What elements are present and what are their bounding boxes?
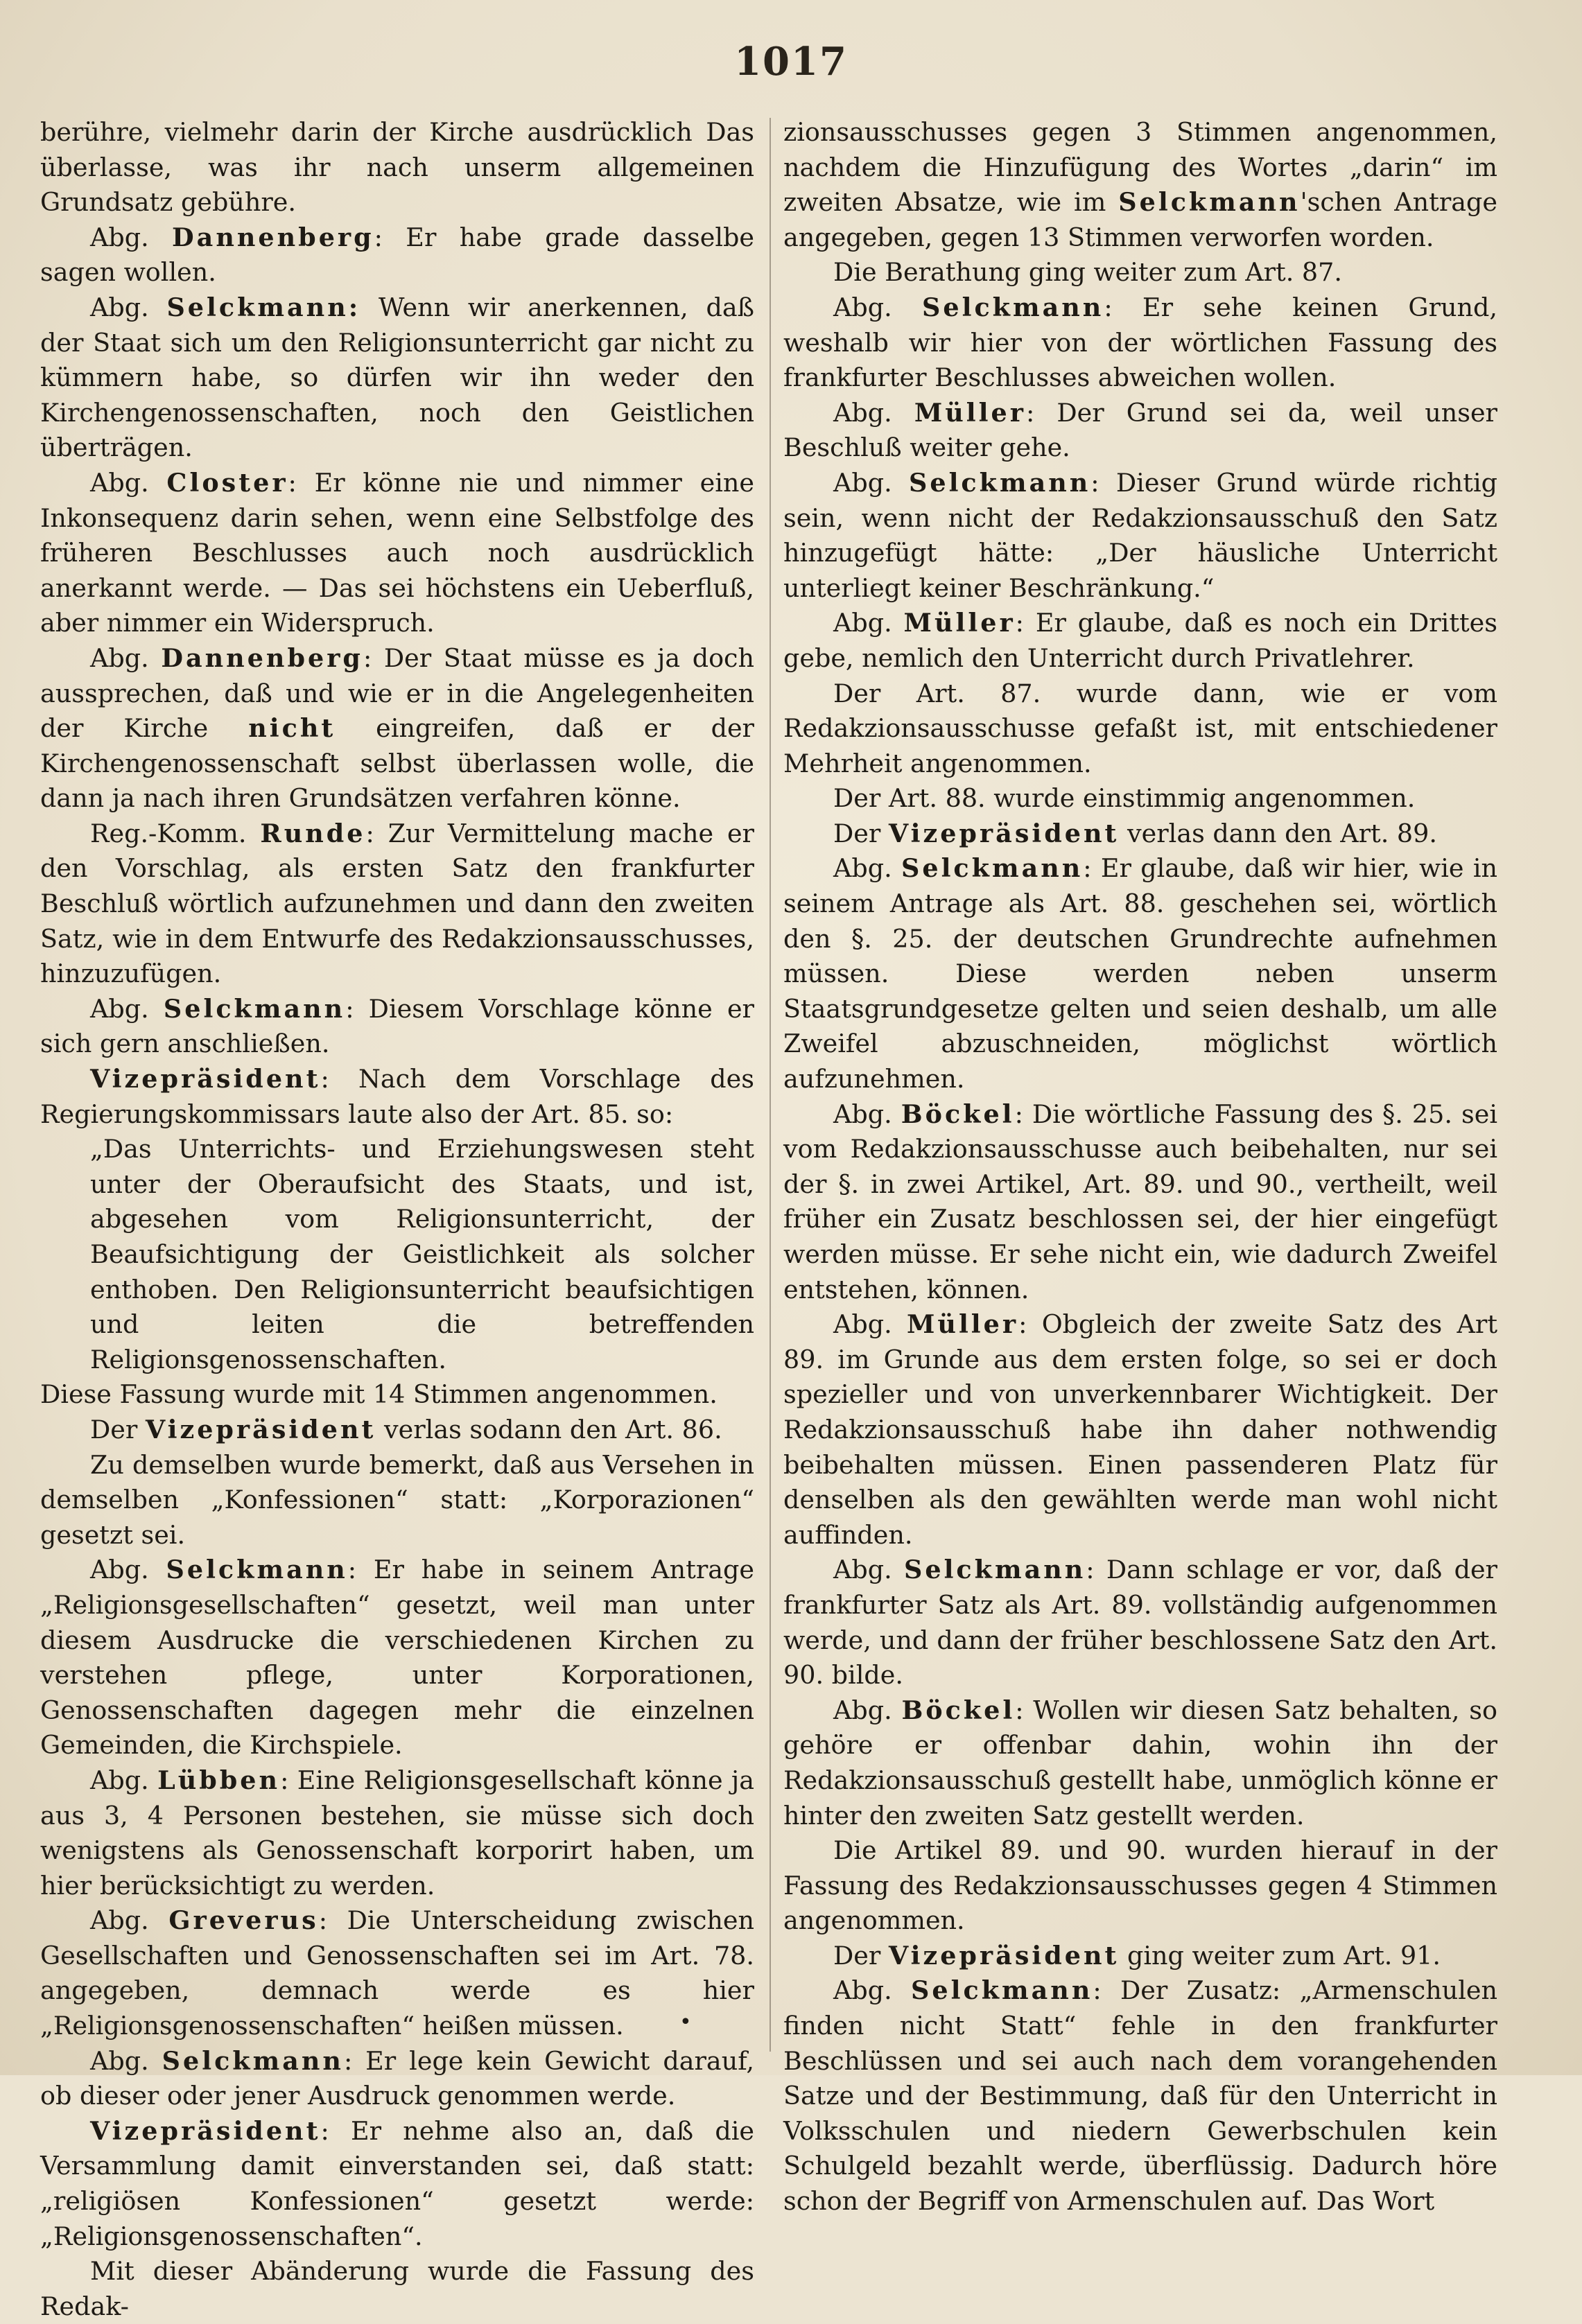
- text-run: Abg.: [90, 292, 167, 322]
- paragraph: [783, 781, 1497, 816]
- speaker-name: Müller: [907, 1309, 1019, 1340]
- text-run: Der: [833, 1940, 889, 1971]
- text-run: Abg.: [90, 1905, 169, 1936]
- text-run: Diese Fassung wurde mit 14 Stimmen angenommen.: [40, 1379, 718, 1410]
- speaker-name: Vizepräsident: [90, 1064, 321, 1094]
- text-run: : Die wörtliche Fassung des §. 25. sei vom Redakzionsausschusse auch beibehalten, nur sei der §. in zwei Artikel, Art. 89. und 90., vertheilt, weil früher ein Zusatz beschlossen sei, der hier eingefügt werden müsse. Er sehe nicht ein, wie dadurch Zweifel entstehen, können.: [783, 1099, 1498, 1304]
- text-run: : Er habe grade dasselbe sagen wollen.: [40, 222, 754, 288]
- paragraph: [40, 1448, 754, 1553]
- text-run: Abg.: [833, 397, 914, 428]
- paragraph: [783, 1939, 1497, 1974]
- text-run: : Nach dem Vorschlage des Regierungskommissars laute also der Art. 85. so:: [40, 1064, 754, 1129]
- text-run: Abg.: [833, 1099, 901, 1129]
- text-run: Der: [833, 818, 889, 848]
- speaker-name: Selckmann:: [166, 292, 361, 322]
- paragraph: [783, 466, 1497, 606]
- text-run: zionsausschusses gegen 3 Stimmen angenommen, nachdem die Hinzufügung des Wortes „darin“ im zweiten Absatze, wie im: [783, 117, 1497, 218]
- text-run: : Eine Religionsgesellschaft könne ja aus 3, 4 Personen bestehen, sie müsse sich doch wenigstens als Genossenschaft korporirt haben, um hier berücksichtigt zu werden.: [40, 1765, 754, 1901]
- speaker-name: nicht: [248, 713, 336, 744]
- speaker-name: Selckmann: [922, 292, 1104, 322]
- text-run: Die Artikel 89. und 90. wurden hierauf in der Fassung des Redakzionsausschusses gegen 4 Stimmen angenommen.: [783, 1835, 1497, 1936]
- text-run: Der: [90, 1414, 146, 1444]
- speaker-name: Runde: [260, 818, 366, 848]
- speaker-name: Selckmann: [908, 467, 1091, 498]
- paragraph: [783, 1307, 1497, 1553]
- paragraph: [783, 1693, 1497, 1833]
- paragraph: [40, 1377, 754, 1413]
- paragraph: [40, 641, 754, 816]
- text-run: : Er nehme also an, daß die Versammlung damit einverstanden sei, daß statt: „religiösen Konfessionen“ gesetzt werde: „Religionsgenossenschaften“.: [40, 2115, 754, 2251]
- text-run: Wenn wir anerkennen, daß der Staat sich um den Religionsunterricht gar nicht zu kümmern habe, so dürfen wir ihn weder den Kirchengenossenschaften, noch den Geistlichen überträgen.: [40, 292, 754, 463]
- text-run: „Das Unterrichts- und Erziehungswesen steht unter der Oberaufsicht des Staats, und ist, abgesehen vom Religionsunterricht, der Beaufsichtigung der Geistlichkeit als solcher enthoben. Den Religionsunterricht beaufsichtigen und leiten die betreffenden Religionsgenossenschaften.: [90, 1134, 754, 1374]
- text-run: verlas dann den Art. 89.: [1119, 818, 1437, 848]
- text-run: Abg.: [833, 1555, 904, 1585]
- text-run: Reg.-Komm.: [90, 818, 261, 848]
- text-run: Mit dieser Abänderung wurde die Fassung des Redak-: [40, 2256, 754, 2321]
- speaker-name: Dannenberg: [172, 222, 374, 252]
- speaker-name: Vizepräsident: [888, 1940, 1120, 1971]
- paragraph: [783, 1833, 1497, 1939]
- paragraph: [40, 115, 754, 220]
- text-run: verlas sodann den Art. 86.: [376, 1414, 722, 1444]
- paragraph: [783, 1097, 1497, 1308]
- text-run: Abg.: [833, 1975, 912, 2006]
- paragraph: [40, 1903, 754, 2043]
- text-run: : Er habe in seinem Antrage „Religionsgesellschaften“ gesetzt, weil man unter diesem Ausdrucke die verschiedenen Kirchen zu verstehen pflege, unter Korporationen, Genossenschaften dagegen mehr die einzelnen Gemeinden, die Kirchspiele.: [40, 1555, 754, 1761]
- paragraph: [783, 255, 1497, 290]
- paragraph: [40, 816, 754, 992]
- text-run: : Dann schlage er vor, daß der frankfurter Satz als Art. 89. vollständig aufgenommen werde, und dann der früher beschlossene Satz den Art. 90. bilde.: [783, 1555, 1498, 1690]
- text-run: : Der Staat müsse es ja doch aussprechen, daß und wie er in die Angelegenheiten der Kirche: [40, 643, 755, 744]
- paragraph: [40, 1553, 754, 1763]
- text-run: : Zur Vermittelung mache er den Vorschlag, als ersten Satz den frankfurter Beschluß wörtlich aufzunehmen und dann den zweiten Satz, wie in dem Entwurfe des Redakzionsausschusses, hinzuzufügen.: [40, 818, 754, 989]
- speaker-name: Vizepräsident: [90, 2115, 321, 2146]
- text-run: Abg.: [833, 1695, 902, 1725]
- speaker-name: Dannenberg: [161, 643, 363, 673]
- text-run: Der Art. 87. wurde dann, wie er vom Redakzionsausschusse gefaßt ist, mit entschiedener Mehrheit angenommen.: [783, 678, 1497, 778]
- paragraph: [783, 851, 1497, 1097]
- text-run: : Die Unterscheidung zwischen Gesellschaften und Genossenschaften sei im Art. 78. angegeben, demnach werde es hier „Religionsgenossenschaften“ heißen müssen.: [40, 1905, 754, 2041]
- page-number: 1017: [734, 39, 848, 85]
- speaker-name: Lübben: [157, 1765, 281, 1795]
- text-run: Abg.: [90, 1555, 166, 1585]
- paragraph: [783, 115, 1497, 255]
- speaker-name: Böckel: [901, 1099, 1015, 1129]
- text-run: Abg.: [90, 467, 167, 498]
- text-run: : Er glaube, daß wir hier, wie in seinem Antrage als Art. 88. geschehen sei, wörtlich den §. 25. der deutschen Grundrechte aufnehmen müssen. Diese werden neben unserm Staatsgrundgesetze gelten und seien deshalb, um alle Zweifel abzuschneiden, möglichst wörtlich aufzunehmen.: [783, 853, 1497, 1094]
- paragraph: [40, 1763, 754, 1903]
- paragraph: [783, 396, 1497, 466]
- paragraph: [783, 676, 1497, 782]
- speaker-name: Selckmann: [911, 1975, 1093, 2006]
- speaker-name: Selckmann: [166, 1555, 348, 1585]
- speaker-name: Selckmann: [901, 853, 1084, 884]
- text-run: Abg.: [833, 467, 909, 498]
- text-run: : Dieser Grund würde richtig sein, wenn nicht der Redakzionsausschuß den Satz hinzugefügt hätte: „Der häusliche Unterricht unterliegt keiner Beschränkung.“: [783, 467, 1497, 603]
- paragraph: [783, 1553, 1497, 1693]
- text-run: Abg.: [833, 608, 904, 638]
- left-column: [40, 115, 754, 2324]
- paragraph: [783, 1973, 1497, 2219]
- speaker-name: Selckmann: [903, 1555, 1086, 1585]
- text-run: : Wollen wir diesen Satz behalten, so gehöre er offenbar dahin, wohin ihn der Redakzionsausschuß gestellt habe, unmöglich könne er hinter den zweiten Satz gestellt werden.: [783, 1695, 1497, 1831]
- text-run: : Er lege kein Gewicht darauf, ob dieser oder jener Ausdruck genommen werde.: [40, 2045, 755, 2111]
- paragraph: [40, 220, 754, 290]
- text-run: Abg.: [833, 1309, 907, 1340]
- speaker-name: Müller: [914, 397, 1026, 428]
- paragraph: [40, 1413, 754, 1448]
- text-run: ging weiter zum Art. 91.: [1119, 1940, 1441, 1971]
- paragraph: [783, 816, 1497, 852]
- paragraph: [40, 290, 754, 466]
- text-run: Abg.: [833, 853, 901, 884]
- text-run: : Obgleich der zweite Satz des Art 89. im Grunde aus dem ersten folge, so sei er doch spezieller und von unverkennbarer Wichtigkeit. Der Redakzionsausschuß habe ihn daher nothwendig beibehalten müssen. Einen passenderen Platz für denselben als den gewählten werde man wohl nicht auffinden.: [783, 1309, 1498, 1550]
- text-run: Zu demselben wurde bemerkt, daß aus Versehen in demselben „Konfessionen“ statt: „Korporazionen“ gesetzt sei.: [40, 1449, 754, 1550]
- text-run: Abg.: [90, 1765, 158, 1795]
- column-divider: [770, 118, 771, 2052]
- paragraph: [40, 992, 754, 1062]
- speaker-name: Böckel: [901, 1695, 1016, 1725]
- text-run: Abg.: [90, 222, 173, 252]
- text-run: Abg.: [90, 993, 164, 1024]
- text-run: Abg.: [90, 643, 162, 673]
- text-run: Der Art. 88. wurde einstimmig angenommen.: [833, 783, 1416, 814]
- speaker-name: Vizepräsident: [888, 818, 1120, 848]
- paragraph: [783, 606, 1497, 676]
- right-column: [783, 115, 1497, 2219]
- speaker-name: Müller: [903, 608, 1016, 638]
- text-run: Abg.: [833, 292, 923, 322]
- speaker-name: Greverus: [168, 1905, 319, 1936]
- text-run: berühre, vielmehr darin der Kirche ausdrücklich Das überlasse, was ihr nach unserm allgemeinen Grundsatz gebühre.: [40, 117, 754, 218]
- text-run: 'schen Antrage angegeben, gegen 13 Stimmen verworfen worden.: [783, 187, 1497, 252]
- speaker-name: Selckmann: [1118, 187, 1301, 218]
- text-run: : Er glaube, daß es noch ein Drittes gebe, nemlich den Unterricht durch Privatlehrer.: [783, 608, 1497, 673]
- text-run: : Der Grund sei da, weil unser Beschluß weiter gehe.: [783, 397, 1498, 463]
- paragraph: [783, 290, 1497, 396]
- paragraph: [40, 1132, 754, 1377]
- text-run: : Er sehe keinen Grund, weshalb wir hier von der wörtlichen Fassung des frankfurter Beschlusses abweichen wollen.: [783, 292, 1497, 393]
- paragraph: [40, 2254, 754, 2324]
- speaker-name: Vizepräsident: [145, 1414, 376, 1444]
- paragraph: [40, 2044, 754, 2114]
- speaker-name: Selckmann: [162, 2045, 344, 2076]
- speaker-name: Closter: [166, 467, 288, 498]
- paragraph: [40, 2114, 754, 2254]
- text-run: Abg.: [90, 2045, 162, 2076]
- ornament-dot: •: [679, 2010, 692, 2034]
- paragraph: [40, 466, 754, 641]
- paragraph: [40, 1062, 754, 1132]
- speaker-name: Selckmann: [163, 993, 346, 1024]
- text-run: eingreifen, daß er der Kirchengenossenschaft selbst überlassen wolle, die dann ja nach ihren Grundsätzen verfahren könne.: [40, 713, 755, 814]
- text-run: Die Berathung ging weiter zum Art. 87.: [833, 257, 1342, 288]
- text-run: : Der Zusatz: „Armenschulen finden nicht Statt“ fehle in den frankfurter Beschlüssen und sei auch nach dem vorangehenden Satze und der Bestimmung, daß für den Unterricht in Volksschulen und niedern Gewerbschulen kein Schulgeld bezahlt werde, überflüssig. Dadurch höre schon der Begriff von Armenschulen auf. Das Wort: [783, 1975, 1497, 2217]
- text-run: : Er könne nie und nimmer eine Inkonsequenz darin sehen, wenn eine Selbstfolge des früheren Beschlusses auch noch ausdrücklich anerkannt werde. — Das sei höchstens ein Ueberfluß, aber nimmer ein Widerspruch.: [40, 467, 754, 638]
- text-run: : Diesem Vorschlage könne er sich gern anschließen.: [40, 993, 754, 1059]
